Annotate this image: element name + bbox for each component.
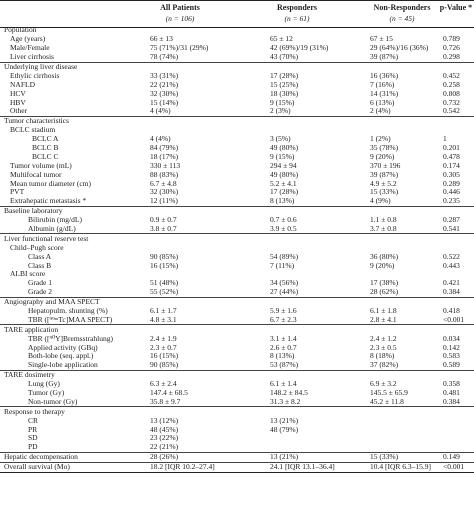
non-responders-value: 10.4 [IQR 6.3–15.9] xyxy=(370,462,432,472)
all-patients-value: 16 (15%) xyxy=(150,351,179,361)
non-responders-value: 4 (9%) xyxy=(370,196,391,206)
row-label: Both-lobe (seq. appl.) xyxy=(28,351,94,361)
responders-value: 5.2 ± 4.1 xyxy=(270,178,297,188)
table-body xyxy=(0,26,474,473)
header-p-value: p-Value * xyxy=(439,3,473,12)
table-row xyxy=(0,398,474,407)
responders-value: 3.9 ± 0.5 xyxy=(270,223,297,233)
p-value: 0.235 xyxy=(443,196,460,206)
responders-value: 2.6 ± 0.7 xyxy=(270,342,297,352)
table-row xyxy=(0,370,474,380)
non-responders-value: 37 (82%) xyxy=(370,360,399,370)
row-label: TARE application xyxy=(4,324,59,334)
non-responders-value: 4.9 ± 5.2 xyxy=(370,178,397,188)
table-row xyxy=(0,44,474,53)
all-patients-value: 6.3 ± 2.4 xyxy=(150,379,177,389)
p-value: <0.001 xyxy=(443,314,465,324)
row-label: Hepatopulm. shunting (%) xyxy=(28,306,108,315)
p-value: 0.452 xyxy=(443,70,460,80)
non-responders-value: 2.8 ± 4.1 xyxy=(370,314,397,324)
responders-value: 48 (79%) xyxy=(270,424,299,434)
row-label: TARE dosimetry xyxy=(4,370,55,380)
non-responders-value: 6 (13%) xyxy=(370,97,395,107)
row-label: Other xyxy=(10,106,28,116)
row-label: Population xyxy=(4,25,37,35)
responders-value: 2 (3%) xyxy=(270,106,291,116)
table-row xyxy=(0,416,474,425)
responders-value: 17 (28%) xyxy=(270,70,299,80)
row-label: Multifocal tumor xyxy=(10,169,62,179)
all-patients-value: 75 (71%)/31 (29%) xyxy=(150,43,209,53)
non-responders-value: 39 (87%) xyxy=(370,52,399,62)
all-patients-value: 6.7 ± 4.8 xyxy=(150,178,177,188)
responders-value: 8 (13%) xyxy=(270,196,295,206)
p-value: 0.443 xyxy=(443,260,460,270)
p-value: 0.726 xyxy=(443,43,460,53)
row-label: Age (years) xyxy=(10,34,46,44)
table-row xyxy=(0,71,474,80)
header-non-responders: Non-Responders xyxy=(373,3,431,12)
row-label: Class A xyxy=(28,251,52,261)
non-responders-value: 6.1 ± 1.8 xyxy=(370,306,397,315)
p-value: 0.298 xyxy=(443,52,460,62)
header-responders-n: (n = 61) xyxy=(284,14,310,23)
all-patients-value: 23 (22%) xyxy=(150,433,179,443)
row-label: Male/Female xyxy=(10,43,50,53)
p-value: 0.732 xyxy=(443,97,460,107)
all-patients-value: 6.1 ± 1.7 xyxy=(150,306,177,315)
table-row xyxy=(0,462,474,473)
p-value: 0.583 xyxy=(443,351,460,361)
p-value: 0.446 xyxy=(443,187,460,197)
p-value: 0.808 xyxy=(443,88,460,98)
responders-value: 18 (30%) xyxy=(270,88,299,98)
p-value: 0.384 xyxy=(443,396,460,406)
row-label: Tumor volume (mL) xyxy=(10,160,72,170)
row-label: Mean tumor diameter (cm) xyxy=(10,178,92,188)
row-label: Grade 2 xyxy=(28,287,52,297)
non-responders-value: 45.2 ± 11.8 xyxy=(370,396,404,406)
responders-value: 7 (11%) xyxy=(270,260,295,270)
responders-value: 42 (69%)/19 (31%) xyxy=(270,43,329,53)
p-value: 0.541 xyxy=(443,223,460,233)
non-responders-value: 15 (33%) xyxy=(370,452,399,462)
row-label: BCLC C xyxy=(32,151,59,161)
p-value: 0.478 xyxy=(443,151,460,161)
responders-value: 5.9 ± 1.6 xyxy=(270,306,297,315)
header-all-patients-n: (n = 106) xyxy=(165,14,195,23)
table-row xyxy=(0,261,474,270)
non-responders-value: 145.5 ± 65.9 xyxy=(370,388,408,398)
all-patients-value: 35.8 ± 9.7 xyxy=(150,396,181,406)
table-row xyxy=(0,425,474,434)
responders-value: 6.7 ± 2.3 xyxy=(270,314,297,324)
all-patients-value: 28 (26%) xyxy=(150,452,179,462)
row-label: TBR ([⁹⁰Y]Bremsstrahlung) xyxy=(28,333,113,343)
responders-value: 54 (89%) xyxy=(270,251,299,261)
table-row xyxy=(0,243,474,252)
table-row xyxy=(0,89,474,98)
responders-value: 43 (70%) xyxy=(270,52,299,62)
non-responders-value: 1 (2%) xyxy=(370,134,391,144)
row-label: Hepatic decompensation xyxy=(4,452,78,462)
responders-value: 13 (21%) xyxy=(270,452,299,462)
non-responders-value: 2.4 ± 1.2 xyxy=(370,333,397,343)
responders-value: 8 (13%) xyxy=(270,351,295,361)
header-all-patients: All Patients xyxy=(160,3,200,12)
responders-value: 31.3 ± 8.2 xyxy=(270,396,301,406)
non-responders-value: 1.1 ± 0.8 xyxy=(370,215,397,225)
row-label: BCLC B xyxy=(32,142,59,152)
row-label: Bilirubin (mg/dL) xyxy=(28,215,82,225)
table-row xyxy=(0,225,474,234)
non-responders-value: 2 (4%) xyxy=(370,106,391,116)
all-patients-value: 90 (85%) xyxy=(150,360,179,370)
table-row xyxy=(0,316,474,325)
non-responders-value: 14 (31%) xyxy=(370,88,399,98)
non-responders-value: 28 (62%) xyxy=(370,287,399,297)
row-label: TBR ([⁹⁹ᵐTc]MAA SPECT) xyxy=(28,314,113,324)
row-label: Liver cirrhosis xyxy=(10,52,54,62)
table-row xyxy=(0,288,474,297)
all-patients-value: 48 (45%) xyxy=(150,424,179,434)
all-patients-value: 18 (17%) xyxy=(150,151,179,161)
all-patients-value: 147.4 ± 68.5 xyxy=(150,388,188,398)
p-value: <0.001 xyxy=(443,462,465,472)
non-responders-value: 7 (16%) xyxy=(370,79,395,89)
row-label: Response to therapy xyxy=(4,406,65,416)
all-patients-value: 15 (14%) xyxy=(150,97,179,107)
table-row xyxy=(0,144,474,153)
table-row xyxy=(0,107,474,116)
row-label: Child–Pugh score xyxy=(10,242,64,252)
table-row xyxy=(0,80,474,89)
table-row xyxy=(0,62,474,72)
table-row xyxy=(0,126,474,135)
table-row xyxy=(0,233,474,243)
responders-value: 294 ± 94 xyxy=(270,160,297,170)
row-label: PVT xyxy=(10,187,25,197)
non-responders-value: 9 (20%) xyxy=(370,151,395,161)
responders-value: 9 (15%) xyxy=(270,151,295,161)
table-row xyxy=(0,452,474,462)
row-label: Liver functional reserve test xyxy=(4,233,89,243)
table-row xyxy=(0,116,474,126)
row-label: PR xyxy=(28,424,38,434)
row-label: SD xyxy=(28,433,38,443)
row-label: ALBI score xyxy=(10,269,46,279)
non-responders-value: 9 (20%) xyxy=(370,260,395,270)
non-responders-value: 2.3 ± 0.5 xyxy=(370,342,397,352)
row-label: Underlying liver disease xyxy=(4,61,78,71)
table-row xyxy=(0,26,474,35)
p-value: 0.418 xyxy=(443,306,460,315)
all-patients-value: 78 (74%) xyxy=(150,52,179,62)
non-responders-value: 67 ± 15 xyxy=(370,34,393,44)
non-responders-value: 35 (78%) xyxy=(370,142,399,152)
responders-value: 9 (15%) xyxy=(270,97,295,107)
all-patients-value: 3.8 ± 0.7 xyxy=(150,223,177,233)
all-patients-value: 4.8 ± 3.1 xyxy=(150,314,177,324)
table-row xyxy=(0,361,474,370)
table-row xyxy=(0,170,474,179)
header-non-responders-n: (n = 45) xyxy=(389,14,415,23)
row-label: NAFLD xyxy=(10,79,36,89)
all-patients-value: 22 (21%) xyxy=(150,79,179,89)
responders-value: 0.7 ± 0.6 xyxy=(270,215,297,225)
responders-value: 24.1 [IQR 13.1–36.4] xyxy=(270,462,335,472)
all-patients-value: 2.3 ± 0.7 xyxy=(150,342,177,352)
row-label: Tumor characteristics xyxy=(4,116,69,126)
row-label: Ethylic cirrhosis xyxy=(10,70,60,80)
row-label: Overall survival (Mo) xyxy=(4,462,70,472)
all-patients-value: 12 (11%) xyxy=(150,196,178,206)
p-value: 0.421 xyxy=(443,278,460,288)
p-value: 0.789 xyxy=(443,34,460,44)
row-label: Non-tumor (Gy) xyxy=(28,396,78,406)
p-value: 0.201 xyxy=(443,142,460,152)
table-row xyxy=(0,443,474,452)
all-patients-value: 13 (12%) xyxy=(150,415,179,425)
table-row xyxy=(0,434,474,443)
all-patients-value: 90 (85%) xyxy=(150,251,179,261)
non-responders-value: 370 ± 196 xyxy=(370,160,401,170)
table-row xyxy=(0,98,474,107)
all-patients-value: 22 (21%) xyxy=(150,442,179,452)
all-patients-value: 16 (15%) xyxy=(150,260,179,270)
p-value: 0.174 xyxy=(443,160,460,170)
all-patients-value: 0.9 ± 0.7 xyxy=(150,215,177,225)
row-label: Applied activity (GBq) xyxy=(28,342,98,352)
all-patients-value: 18.2 [IQR 10.2–27.4] xyxy=(150,462,215,472)
all-patients-value: 55 (52%) xyxy=(150,287,179,297)
p-value: 0.305 xyxy=(443,169,460,179)
p-value: 0.258 xyxy=(443,79,460,89)
p-value: 0.287 xyxy=(443,215,460,225)
all-patients-value: 84 (79%) xyxy=(150,142,179,152)
row-label: BCLC stadium xyxy=(10,125,56,135)
all-patients-value: 32 (30%) xyxy=(150,88,179,98)
table-header xyxy=(0,0,474,28)
row-label: Angiography and MAA SPECT xyxy=(4,297,100,307)
all-patients-value: 88 (83%) xyxy=(150,169,179,179)
table-row xyxy=(0,334,474,343)
table-row xyxy=(0,406,474,416)
all-patients-value: 4 (4%) xyxy=(150,106,171,116)
table-row xyxy=(0,324,474,334)
responders-value: 148.2 ± 84.5 xyxy=(270,388,308,398)
p-value: 0.358 xyxy=(443,379,460,389)
row-label: Class B xyxy=(28,260,52,270)
all-patients-value: 66 ± 13 xyxy=(150,34,173,44)
row-label: Albumin (g/dL) xyxy=(28,223,76,233)
responders-value: 6.1 ± 1.4 xyxy=(270,379,297,389)
row-label: CR xyxy=(28,415,39,425)
non-responders-value: 6.9 ± 3.2 xyxy=(370,379,397,389)
non-responders-value: 36 (80%) xyxy=(370,251,399,261)
p-value: 0.542 xyxy=(443,106,460,116)
table-row xyxy=(0,53,474,62)
row-label: HCV xyxy=(10,88,26,98)
table-row xyxy=(0,252,474,261)
non-responders-value: 39 (87%) xyxy=(370,169,399,179)
all-patients-value: 4 (4%) xyxy=(150,134,171,144)
responders-value: 49 (80%) xyxy=(270,169,299,179)
responders-value: 3 (5%) xyxy=(270,134,291,144)
row-label: Grade 1 xyxy=(28,278,52,288)
all-patients-value: 33 (31%) xyxy=(150,70,179,80)
row-label: HBV xyxy=(10,97,26,107)
row-label: PD xyxy=(28,442,38,452)
p-value: 0.289 xyxy=(443,178,460,188)
responders-value: 27 (44%) xyxy=(270,287,299,297)
row-label: Lung (Gy) xyxy=(28,379,60,389)
table-row xyxy=(0,161,474,170)
table-row xyxy=(0,270,474,279)
all-patients-value: 2.4 ± 1.9 xyxy=(150,333,177,343)
responders-value: 49 (80%) xyxy=(270,142,299,152)
p-value: 0.589 xyxy=(443,360,460,370)
table-row xyxy=(0,179,474,188)
row-label: BCLC A xyxy=(32,134,59,144)
table-row xyxy=(0,197,474,206)
p-value: 0.149 xyxy=(443,452,460,462)
p-value: 1 xyxy=(443,134,447,144)
p-value: 0.481 xyxy=(443,388,460,398)
responders-value: 65 ± 12 xyxy=(270,34,293,44)
non-responders-value: 8 (18%) xyxy=(370,351,395,361)
responders-value: 3.1 ± 1.4 xyxy=(270,333,297,343)
p-value: 0.522 xyxy=(443,251,460,261)
p-value: 0.384 xyxy=(443,287,460,297)
responders-value: 13 (21%) xyxy=(270,415,299,425)
p-value: 0.034 xyxy=(443,333,460,343)
non-responders-value: 15 (33%) xyxy=(370,187,399,197)
table-row xyxy=(0,279,474,288)
row-label: Baseline laboratory xyxy=(4,206,63,216)
p-value: 0.142 xyxy=(443,342,460,352)
row-label: Single-lobe application xyxy=(28,360,98,370)
row-label: Tumor (Gy) xyxy=(28,388,65,398)
responders-value: 15 (25%) xyxy=(270,79,299,89)
non-responders-value: 3.7 ± 0.8 xyxy=(370,223,397,233)
responders-value: 17 (28%) xyxy=(270,187,299,197)
header-responders: Responders xyxy=(276,3,317,12)
responders-value: 34 (56%) xyxy=(270,278,299,288)
non-responders-value: 17 (38%) xyxy=(370,278,399,288)
all-patients-value: 51 (48%) xyxy=(150,278,179,288)
table-row xyxy=(0,135,474,144)
non-responders-value: 29 (64%)/16 (36%) xyxy=(370,43,429,53)
all-patients-value: 330 ± 113 xyxy=(150,160,181,170)
all-patients-value: 32 (30%) xyxy=(150,187,179,197)
responders-value: 53 (87%) xyxy=(270,360,299,370)
non-responders-value: 16 (36%) xyxy=(370,70,399,80)
row-label: Extrahepatic metastasis * xyxy=(10,196,87,206)
